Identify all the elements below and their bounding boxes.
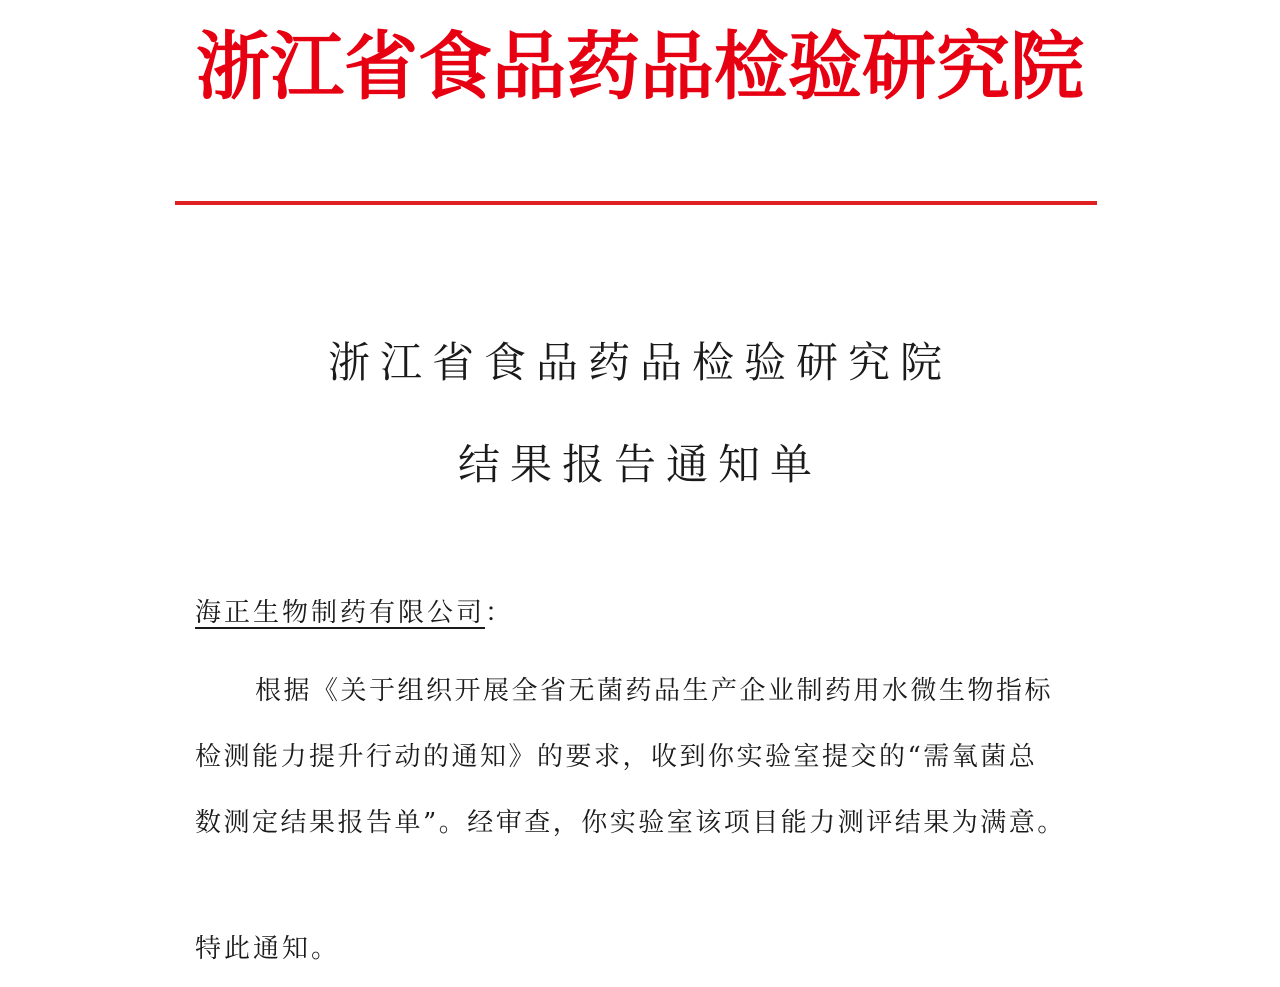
recipient [195,592,514,629]
notice-body [195,658,1095,856]
body-line-1: 根据《关于组织开展全省无菌药品生产企业制药用水微生物指标 [255,676,1054,706]
document-title-org: 浙江省食品药品检验研究院 [327,338,952,387]
recipient-name: 海正生物制药有限公司 [195,598,486,628]
document-title-notice: 结果报告通知单 [457,440,822,489]
recipient-colon: ： [485,598,515,628]
closing-remark: 特此通知。 [195,934,341,964]
letterhead-red-rule [175,201,1097,205]
body-line-2: 检测能力提升行动的通知》的要求，收到你实验室提交的“需氧菌总 [195,742,1038,772]
letterhead-org-name: 浙江省食品药品检验研究院 [196,24,1084,110]
body-line-3: 数测定结果报告单”。经审查，你实验室该项目能力测评结果为满意。 [195,808,1066,838]
